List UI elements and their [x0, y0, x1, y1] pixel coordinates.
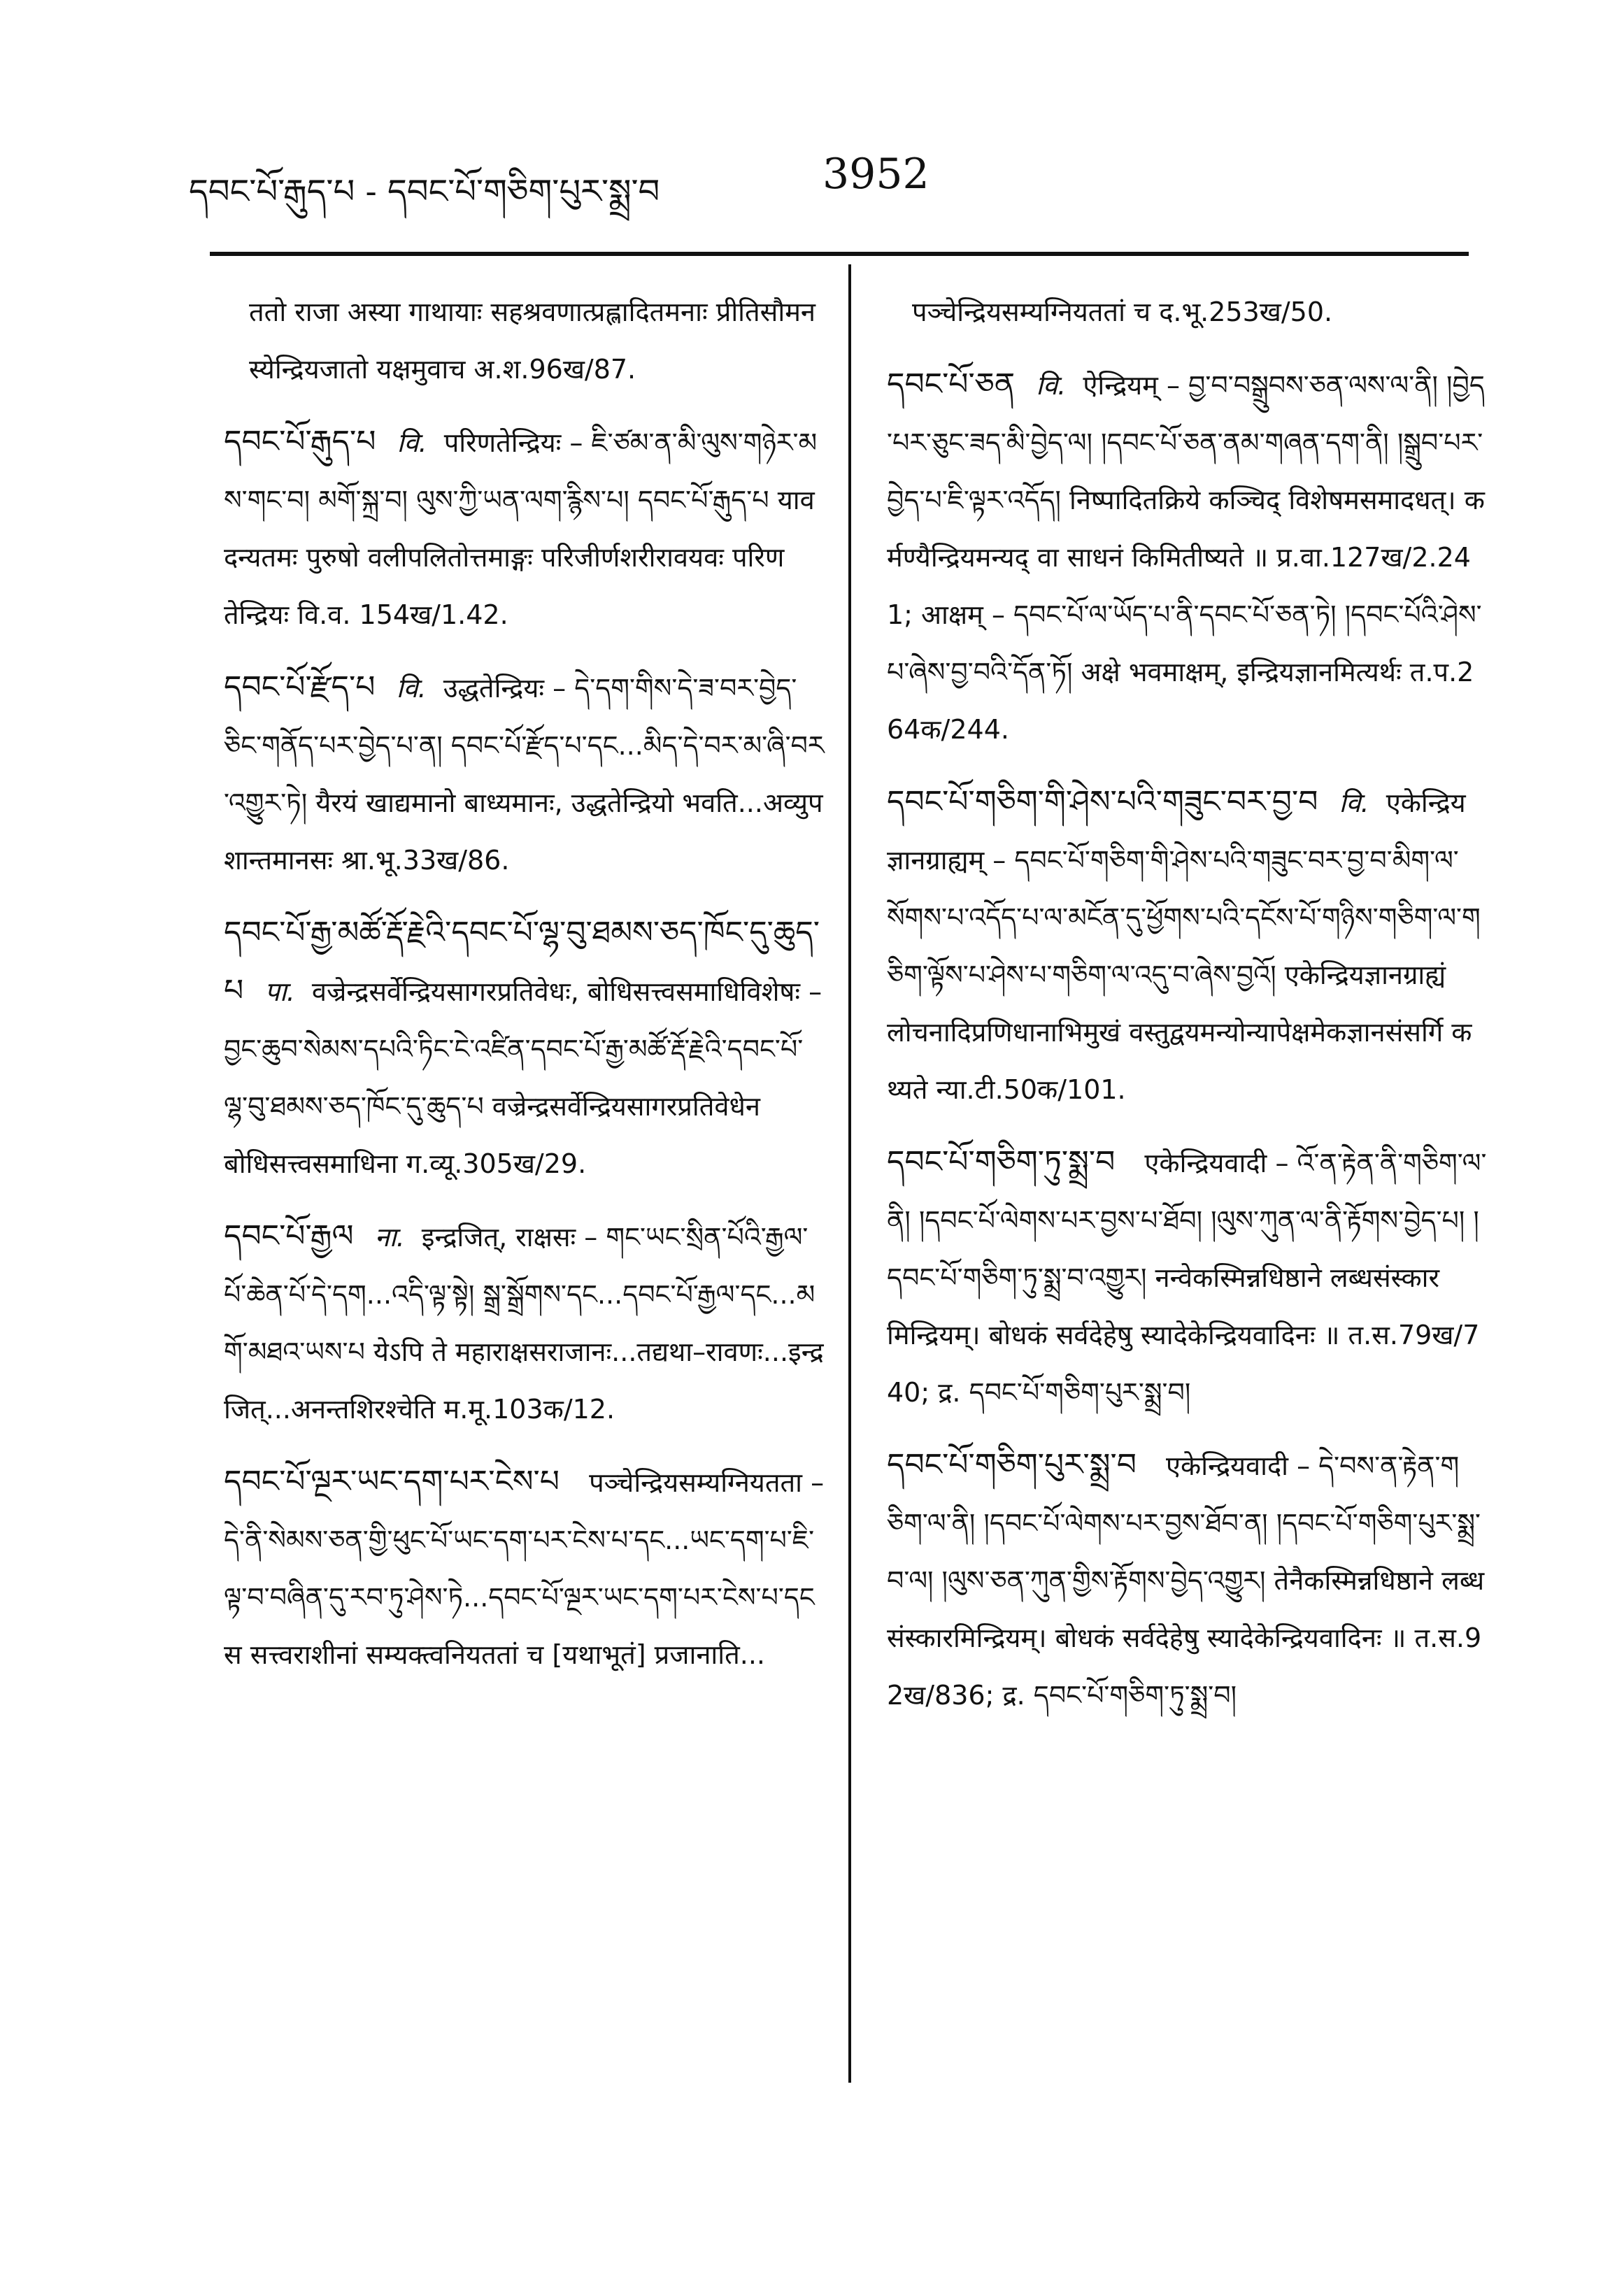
- left-column: [224, 283, 825, 1699]
- right-column: [887, 283, 1488, 1739]
- entry-headword: དབང་པོ་གཅིག་པུར་སྨྲ་བ: [887, 1447, 1137, 1483]
- entry-text: एकेन्द्रियवादी – དེ་བས་ན་རྟེན་གཅིག་ལ་ནི། །དབང་པོ་ལེགས་པར་བྱས་ཐོབ་ན། །དབང་པོ་གཅིག་པུར་སྨྲ་བ་ལ། །ལུས་ཅན་ཀུན་གྱིས་རྟོགས་བྱེད་འགྱུར། तेनैकस्मिन्नधिष्ठाने लब्धसंस्कारमिन्द्रियम्। बोधकं सर्वदेहेषु स्यादेकेन्द्रियवादिनः ॥ त.स.92ख/836; द्र. དབང་པོ་གཅིག་ཏུ་སྨྲ་བ།: [887, 1450, 1485, 1711]
- dictionary-entry: [224, 1453, 825, 1683]
- entry-text: उद्धतेन्द्रियः – དེ་དག་གིས་དེ་ཟ་བར་བྱེད་ཅིང་གནོད་པར་བྱེད་པ་ན། དབང་པོ་རྫོད་པ་དང...མིད་དེ་བར་མ་ཞི་བར་འགྱུར་ཏེ། यैरयं खाद्यमानो बाध्यमानः, उद्धतेन्द्रियो भवति...अव्युपशान्तमानसः श्रा.भू.33ख/86.: [224, 673, 825, 876]
- entry-grammar-tag: ना.: [374, 1222, 405, 1253]
- page-number: 3952: [822, 150, 929, 199]
- entry-grammar-tag: वि.: [396, 673, 427, 704]
- entry-headword: དབང་པོ་ཅན: [887, 366, 1016, 402]
- entry-text: एकेन्द्रियवादी – འོ་ན་རྟེན་ནི་གཅིག་ལ་ནི། །དབང་པོ་ལེགས་པར་བྱས་པ་ཐོབ། །ལུས་ཀུན་ལ་ནི་རྟོགས་བྱེད་པ། །དབང་པོ་གཅིག་ཏུ་སྨྲ་བ་འགྱུར། नन्वेकस्मिन्नधिष्ठाने लब्धसंस्कारमिन्द्रियम्। बोधकं सर्वदेहेषु स्यादेकेन्द्रियवादिनः ॥ त.स.79ख/740; द्र. དབང་པོ་གཅིག་པུར་སྨྲ་བ།: [887, 1148, 1487, 1408]
- entry-headword: དབང་པོ་རྫོད་པ: [224, 669, 376, 705]
- dictionary-entry: [224, 904, 825, 1192]
- entry-headword: དབང་པོ་ལྔར་ཡང་དག་པར་ངེས་པ: [224, 1464, 560, 1499]
- entry-grammar-tag: वि.: [397, 427, 427, 458]
- dictionary-entry: [224, 283, 825, 398]
- dictionary-entry: [887, 283, 1488, 341]
- dictionary-entry: [224, 659, 825, 889]
- entry-text: ततो राजा अस्या गाथायाः सहश्रवणात्प्रह्लादितमनाः प्रीतिसौमनस्येन्द्रियजातो यक्षमुवाच अ.श.96ख/87.: [249, 297, 816, 385]
- entry-text: वज्रेन्द्रसर्वेन्द्रियसागरप्रतिवेधः, बोधिसत्त्वसमाधिविशेषः – བྱང་ཆུབ་སེམས་དཔའི་ཏིང་ངེ་འཛིན་དབང་པོ་རྒྱ་མཚོ་རྡོ་རྗེའི་དབང་པོ་ལྷ་བུ་ཐམས་ཅད་ཁོང་དུ་ཆུད་པ वज्रेन्द्रसर्वेन्द्रियसागरप्रतिवेधेन बोधिसत्त्वसमाधिना ग.व्यू.305ख/29.: [224, 976, 822, 1179]
- entry-grammar-tag: पा.: [264, 976, 295, 1007]
- dictionary-entry: [224, 413, 825, 643]
- dictionary-entry: [887, 1436, 1488, 1724]
- entry-text: एकेन्द्रियज्ञानग्राह्यम् – དབང་པོ་གཅིག་གི་ཤེས་པའི་གཟུང་བར་བྱ་བ་མིག་ལ་སོགས་པ་འདོད་པ་ལ་མངོན་དུ་ཕྱོགས་པའི་དངོས་པོ་གཉིས་གཅིག་ལ་གཅིག་ལྟོས་པ་ཤེས་པ་གཅིག་ལ་འདུ་བ་ཞེས་བྱའོ། एकेन्द्रियज्ञानग्राह्यं लोचनादिप्रणिधानाभिमुखं वस्तुद्वयमन्योन्यापेक्षमेकज्ञानसंसर्गि कथ्यते न्या.टी.50क/101.: [887, 787, 1481, 1105]
- entry-text: पञ्चेन्द्रियसम्यग्नियतता – དེ་ནི་སེམས་ཅན་གྱི་ཕུང་པོ་ཡང་དག་པར་ངེས་པ་དང...ཡང་དག་པ་ཇི་ལྟ་བ་བཞིན་དུ་རབ་ཏུ་ཤེས་ཏེ...དབང་པོ་ལྔར་ཡང་དག་པར་ངེས་པ་དང स सत्त्वराशीनां सम्यक्त्वनियततां च [यथाभूतं] प्रजानाति...: [224, 1467, 825, 1670]
- entry-text: पञ्चेन्द्रियसम्यग्नियततां च द.भू.253ख/50.: [912, 297, 1333, 327]
- dictionary-entry: [887, 773, 1488, 1118]
- page-header: [189, 140, 1448, 217]
- column-divider: [848, 264, 851, 2083]
- entry-text: इन्द्रजित्, राक्षसः – གང་ཡང་སྲིན་པོའི་རྒྱལ་པོ་ཆེན་པོ་དེ་དག...འདི་ལྟ་སྟེ། སྒྲ་སྒྲོགས་དང...དབང་པོ་རྒྱལ་དང...མགོ་མཐའ་ཡས་པ येऽपि ते महाराक्षसराजानः...तद्यथा–रावणः...इन्द्रजित्...अनन्तशिरश्चेति म.मू.103क/12.: [224, 1222, 824, 1425]
- entry-headword: དབང་པོ་གཅིག་ཏུ་སྨྲ་བ: [887, 1144, 1116, 1180]
- entry-text: ऐन्द्रियम् – བྱ་བ་བསྒྲུབས་ཅན་ལས་ལ་ནི། །བྱེད་པར་ཅུང་ཟད་མི་བྱེད་ལ། །དབང་པོ་ཅན་ནམ་གཞན་དག་ནི། །སྒྲུབ་པར་བྱེད་པ་ཇི་ལྟར་འདོད། निष्पादितक्रिये कञ्चिद् विशेषमसमादधत्। कर्मण्यैन्द्रियमन्यद् वा साधनं किमितीष्यते ॥ प्र.वा.127ख/2.241; आक्षम् – དབང་པོ་ལ་ཡོད་པ་ནི་དབང་པོ་ཅན་ཏེ། །དབང་པོའི་ཤེས་པ་ཞེས་བྱ་བའི་དོན་ཏོ། अक्षे भवमाक्षम्, इन्द्रियज्ञानमित्यर्थः त.प.264क/244.: [887, 370, 1485, 745]
- entry-headword: དབང་པོ་རྒྱ་མཚོ་རྡོ་རྗེའི་དབང་པོ་ལྷ་བུ་ཐམས་ཅད་ཁོང་དུ་ཆུད་པ: [224, 915, 820, 1008]
- entry-headword: དབང་པོ་རྒྱལ: [224, 1218, 354, 1254]
- dictionary-entry: [887, 356, 1488, 758]
- entry-text: परिणतेन्द्रियः – ཇི་ཙམ་ན་མི་ལུས་གཉེར་མས་གང་བ། མགོ་སྐྲ་བ། ལུས་ཀྱི་ཡན་ལག་རྙིས་པ། དབང་པོ་རྒུད་པ यावदन्यतमः पुरुषो वलीपलितोत्तमाङ्गः परिजीर्णशरीरावयवः परिणतेन्द्रियः वि.व. 154ख/1.42.: [224, 427, 818, 630]
- running-head: དབང་པོ་རྒུད་པ - དབང་པོ་གཅིག་པུར་སྨྲ་བ: [189, 172, 660, 211]
- dictionary-entry: [224, 1208, 825, 1438]
- header-rule: [210, 252, 1469, 256]
- dictionary-entry: [887, 1134, 1488, 1421]
- entry-grammar-tag: वि.: [1339, 787, 1369, 818]
- entry-grammar-tag: वि.: [1036, 370, 1067, 401]
- entry-headword: དབང་པོ་གཅིག་གི་ཤེས་པའི་གཟུང་བར་བྱ་བ: [887, 784, 1318, 820]
- entry-headword: དབང་པོ་རྒུད་པ: [224, 424, 376, 459]
